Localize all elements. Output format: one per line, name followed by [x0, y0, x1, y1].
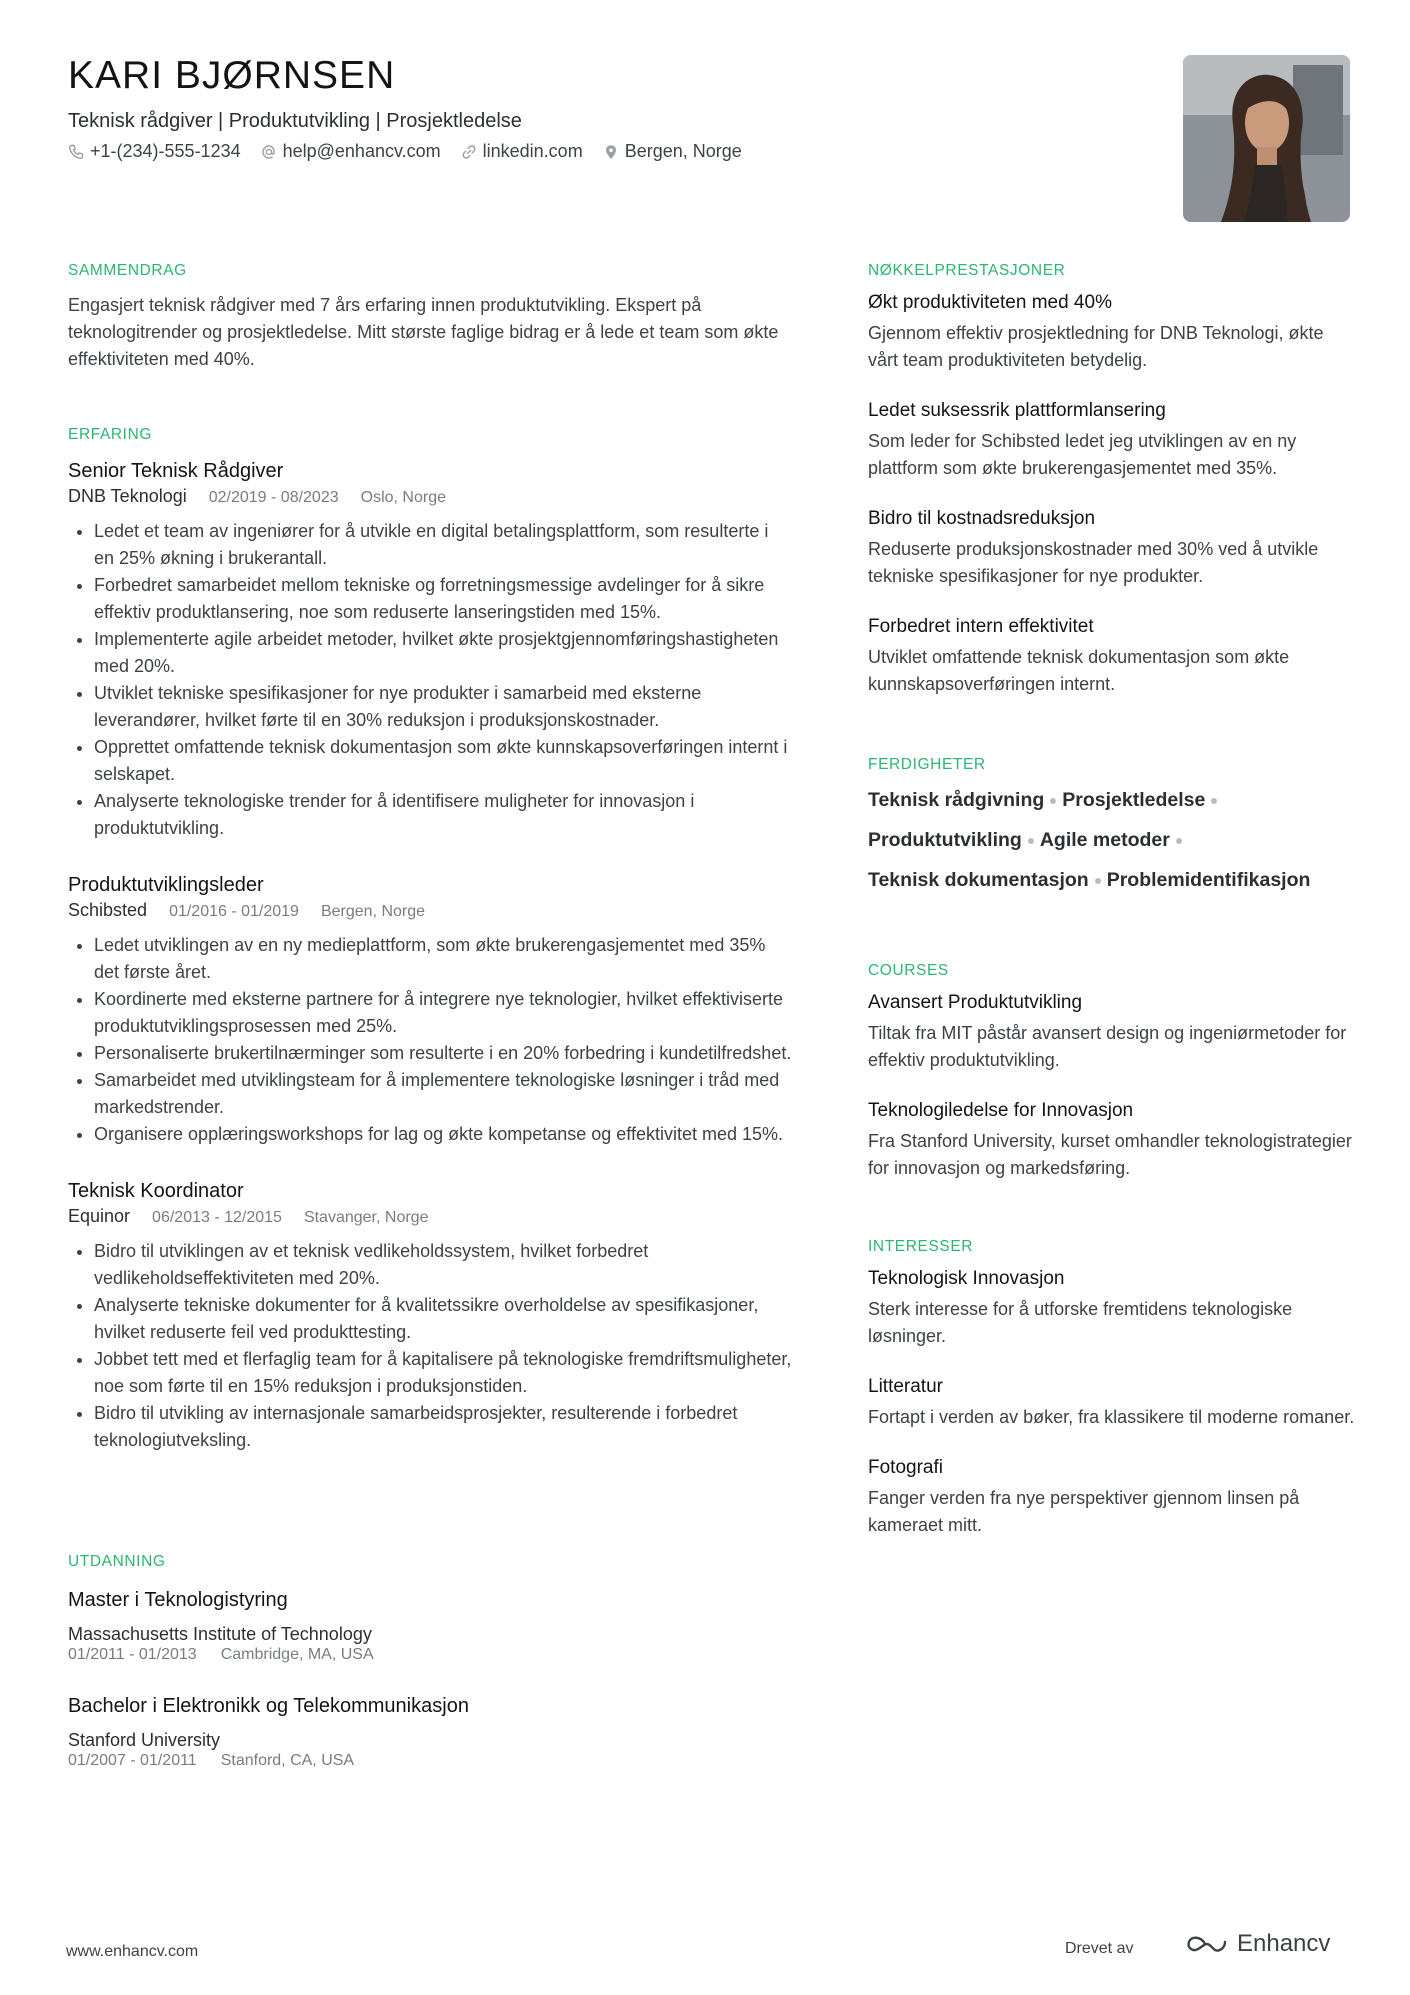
job-bullet: • Ledet utviklingen av en ny medieplattform, som økte brukerengasjementet med 35% det første året. [94, 932, 793, 986]
education-dates: 01/2007 - 01/2011 [68, 1752, 197, 1769]
job-bullet: • Samarbeidet med utviklingsteam for å implementere teknologiske løsninger i tråd med markedstrender. [94, 1067, 793, 1121]
interest-item [868, 1455, 1358, 1539]
job-dates: 02/2019 - 08/2023 [208, 489, 339, 506]
interest-title: Fotografi [868, 1457, 943, 1478]
courses-section [868, 962, 1358, 1182]
contact-bar [68, 141, 742, 162]
achievement-title: Bidro til kostnadsreduksjon [868, 508, 1096, 529]
job-bullet: • Forbedret samarbeidet mellom tekniske og forretningsmessige avdelinger for å sikre effektiv produktlansering, noe som reduserte lanseringstiden med 15%. [94, 572, 793, 626]
job-bullet: • Personaliserte brukertilnærminger som resulterte i en 20% forbedring i kundetilfredshet. [94, 1040, 793, 1067]
skills-title: FERDIGHETER [868, 756, 986, 773]
summary-title: SAMMENDRAG [68, 262, 187, 279]
job-bullets [68, 1238, 793, 1454]
phone-icon [68, 144, 84, 160]
education-location: Cambridge, MA, USA [220, 1646, 374, 1663]
job-bullet: • Analyserte tekniske dokumenter for å kvalitetssikre overholdelse av spesifikasjoner, hvilket reduserte feil ved produkttesting. [94, 1292, 793, 1346]
interest-title: Litteratur [868, 1376, 943, 1397]
achievements-title: NØKKELPRESTASJONER [868, 262, 1066, 279]
headline: Teknisk rådgiver | Produktutvikling | Prosjektledelse [68, 110, 522, 132]
location-pin-icon [603, 144, 619, 160]
skills-list [868, 780, 1358, 900]
job-bullets [68, 518, 793, 842]
contact-email[interactable] [261, 141, 441, 162]
profile-photo [1183, 55, 1350, 222]
education-meta [68, 1645, 793, 1665]
education-degree: Bachelor i Elektronikk og Telekommunikasjon [68, 1695, 469, 1717]
job-bullet: • Jobbet tett med et flerfaglig team for å kapitalisere på teknologiske fremdriftsmuligheter, noe som førte til en 15% reduksjon i produksjonstiden. [94, 1346, 793, 1400]
course-item [868, 990, 1358, 1074]
job-bullet: • Ledet et team av ingeniører for å utvikle en digital betalingsplattform, som resulterte i en 25% økning i brukerantall. [94, 518, 793, 572]
achievement-title: Økt produktiviteten med 40% [868, 292, 1112, 313]
linkedin-text: linkedin.com [482, 141, 583, 161]
achievement-desc: Utviklet omfattende teknisk dokumentasjon som økte kunnskapsoverføringen internt. [868, 647, 1290, 694]
interests-section [868, 1238, 1358, 1539]
skill-tag: Produktutvikling [868, 829, 1022, 851]
interest-desc: Fanger verden fra nye perspektiver gjennom linsen på kameraet mitt. [868, 1488, 1300, 1535]
job-entry [68, 872, 793, 1148]
skills-section [868, 756, 1358, 900]
brand-name: Enhancv [1237, 1930, 1331, 1957]
interest-title: Teknologisk Innovasjon [868, 1268, 1065, 1289]
skills-row [868, 820, 1358, 860]
job-bullets [68, 932, 793, 1148]
job-location: Oslo, Norge [360, 489, 446, 506]
footer-powered-by: Drevet av [1065, 1940, 1134, 1957]
summary-text: Engasjert teknisk rådgiver med 7 års erfaring innen produktutvikling. Ekspert på teknologitrender og prosjektledelse. Mitt største faglige bidrag er å lede et team som økte effektiviteten med 40%. [68, 295, 779, 369]
education-meta [68, 1751, 793, 1771]
achievement-title: Ledet suksessrik plattformlansering [868, 400, 1166, 421]
interest-desc: Sterk interesse for å utforske fremtidens teknologiske løsninger. [868, 1299, 1293, 1346]
achievement-item [868, 614, 1358, 698]
job-dates: 06/2013 - 12/2015 [152, 1209, 282, 1226]
job-dates: 01/2016 - 01/2019 [169, 903, 299, 920]
contact-location [603, 141, 742, 162]
education-location: Stanford, CA, USA [220, 1752, 355, 1769]
achievement-desc: Som leder for Schibsted ledet jeg utviklingen av en ny plattform som økte brukerengasjementet med 35%. [868, 431, 1297, 478]
achievement-item [868, 290, 1358, 374]
skill-tag: Problemidentifikasjon [1106, 869, 1311, 891]
separator-dot [1028, 838, 1034, 844]
job-bullet: • Bidro til utviklingen av et teknisk vedlikeholdssystem, hvilket forbedret vedlikeholdseffektiviteten med 20%. [94, 1238, 793, 1292]
achievement-title: Forbedret intern effektivitet [868, 616, 1094, 637]
skill-tag: Teknisk rådgivning [868, 789, 1045, 811]
experience-title: ERFARING [68, 426, 153, 443]
job-bullet: • Koordinerte med eksterne partnere for å integrere nye teknologier, hvilket effektiviserte produktutviklingsprosessen med 25%. [94, 986, 793, 1040]
course-desc: Tiltak fra MIT påstår avansert design og ingeniørmetoder for effektiv produktutvikling. [868, 1023, 1347, 1070]
job-entry [68, 458, 793, 842]
job-company: Schibsted [68, 900, 148, 920]
link-icon [461, 144, 477, 160]
course-title: Avansert Produktutvikling [868, 992, 1083, 1013]
job-location: Stavanger, Norge [303, 1209, 429, 1226]
course-desc: Fra Stanford University, kurset omhandler teknologistrategier for innovasjon og markedsføring. [868, 1131, 1352, 1178]
job-title: Produktutviklingsleder [68, 874, 264, 896]
location-text: Bergen, Norge [624, 141, 742, 161]
course-item [868, 1098, 1358, 1182]
job-bullet: • Organisere opplæringsworkshops for lag og økte kompetanse og effektivitet med 15%. [94, 1121, 793, 1148]
job-meta [68, 484, 793, 510]
achievement-item [868, 398, 1358, 482]
separator-dot [1050, 798, 1056, 804]
interest-item [868, 1266, 1358, 1350]
skills-row [868, 780, 1358, 820]
job-bullet: • Utviklet tekniske spesifikasjoner for nye produkter i samarbeid med eksterne leverandører, hvilket førte til en 30% reduksjon i produksjonskostnader. [94, 680, 793, 734]
education-entry [68, 1587, 793, 1665]
education-school: Massachusetts Institute of Technology [68, 1624, 372, 1644]
education-degree: Master i Teknologistyring [68, 1589, 288, 1611]
contact-linkedin[interactable] [461, 141, 583, 162]
separator-dot [1176, 838, 1182, 844]
job-location: Bergen, Norge [320, 903, 426, 920]
interests-title: INTERESSER [868, 1238, 974, 1255]
interest-item [868, 1374, 1358, 1431]
contact-phone[interactable] [68, 141, 241, 162]
course-title: Teknologiledelse for Innovasjon [868, 1100, 1134, 1121]
achievement-desc: Gjennom effektiv prosjektledning for DNB Teknologi, økte vårt team produktiviteten betydelig. [868, 323, 1324, 370]
education-title: UTDANNING [68, 1553, 166, 1570]
job-bullet: • Implementerte agile arbeidet metoder, hvilket økte prosjektgjennomføringshastigheten med 20%. [94, 626, 793, 680]
skill-tag: Teknisk dokumentasjon [868, 869, 1089, 891]
skill-tag: Agile metoder [1039, 829, 1170, 851]
job-bullet: • Bidro til utvikling av internasjonale samarbeidsprosjekter, resulterende i forbedret teknologiutveksling. [94, 1400, 793, 1454]
job-bullet: • Analyserte teknologiske trender for å identifisere muligheter for innovasjon i produktutvikling. [94, 788, 793, 842]
candidate-name: KARI BJØRNSEN [68, 54, 396, 97]
job-title: Senior Teknisk Rådgiver [68, 460, 284, 482]
job-entry [68, 1178, 793, 1454]
email-text: help@enhancv.com [282, 141, 441, 161]
separator-dot [1211, 798, 1217, 804]
footer-brand[interactable] [1185, 1930, 1330, 1958]
job-company: Equinor [68, 1206, 131, 1226]
job-bullet: • Opprettet omfattende teknisk dokumentasjon som økte kunnskapsoverføringen internt i selskapet. [94, 734, 793, 788]
summary-section [68, 262, 793, 373]
education-school: Stanford University [68, 1730, 221, 1750]
education-dates: 01/2011 - 01/2013 [68, 1646, 197, 1663]
at-icon [261, 144, 277, 160]
skill-tag: Prosjektledelse [1062, 789, 1206, 811]
job-meta [68, 1204, 793, 1230]
interest-desc: Fortapt i verden av bøker, fra klassikere til moderne romaner. [868, 1407, 1355, 1427]
education-section [68, 1553, 793, 1771]
courses-title: COURSES [868, 962, 949, 979]
separator-dot [1095, 878, 1101, 884]
job-meta [68, 898, 793, 924]
skills-row [868, 860, 1358, 900]
achievement-desc: Reduserte produksjonskostnader med 30% ved å utvikle tekniske spesifikasjoner for nye produkter. [868, 539, 1319, 586]
job-title: Teknisk Koordinator [68, 1180, 244, 1202]
achievement-item [868, 506, 1358, 590]
achievements-section [868, 262, 1358, 698]
phone-text: +1-(234)-555-1234 [90, 141, 241, 161]
job-company: DNB Teknologi [68, 486, 187, 506]
footer-url[interactable]: www.enhancv.com [66, 1943, 199, 1960]
enhancv-logo-icon [1185, 1932, 1229, 1956]
education-entry [68, 1693, 793, 1771]
experience-section [68, 426, 793, 1454]
